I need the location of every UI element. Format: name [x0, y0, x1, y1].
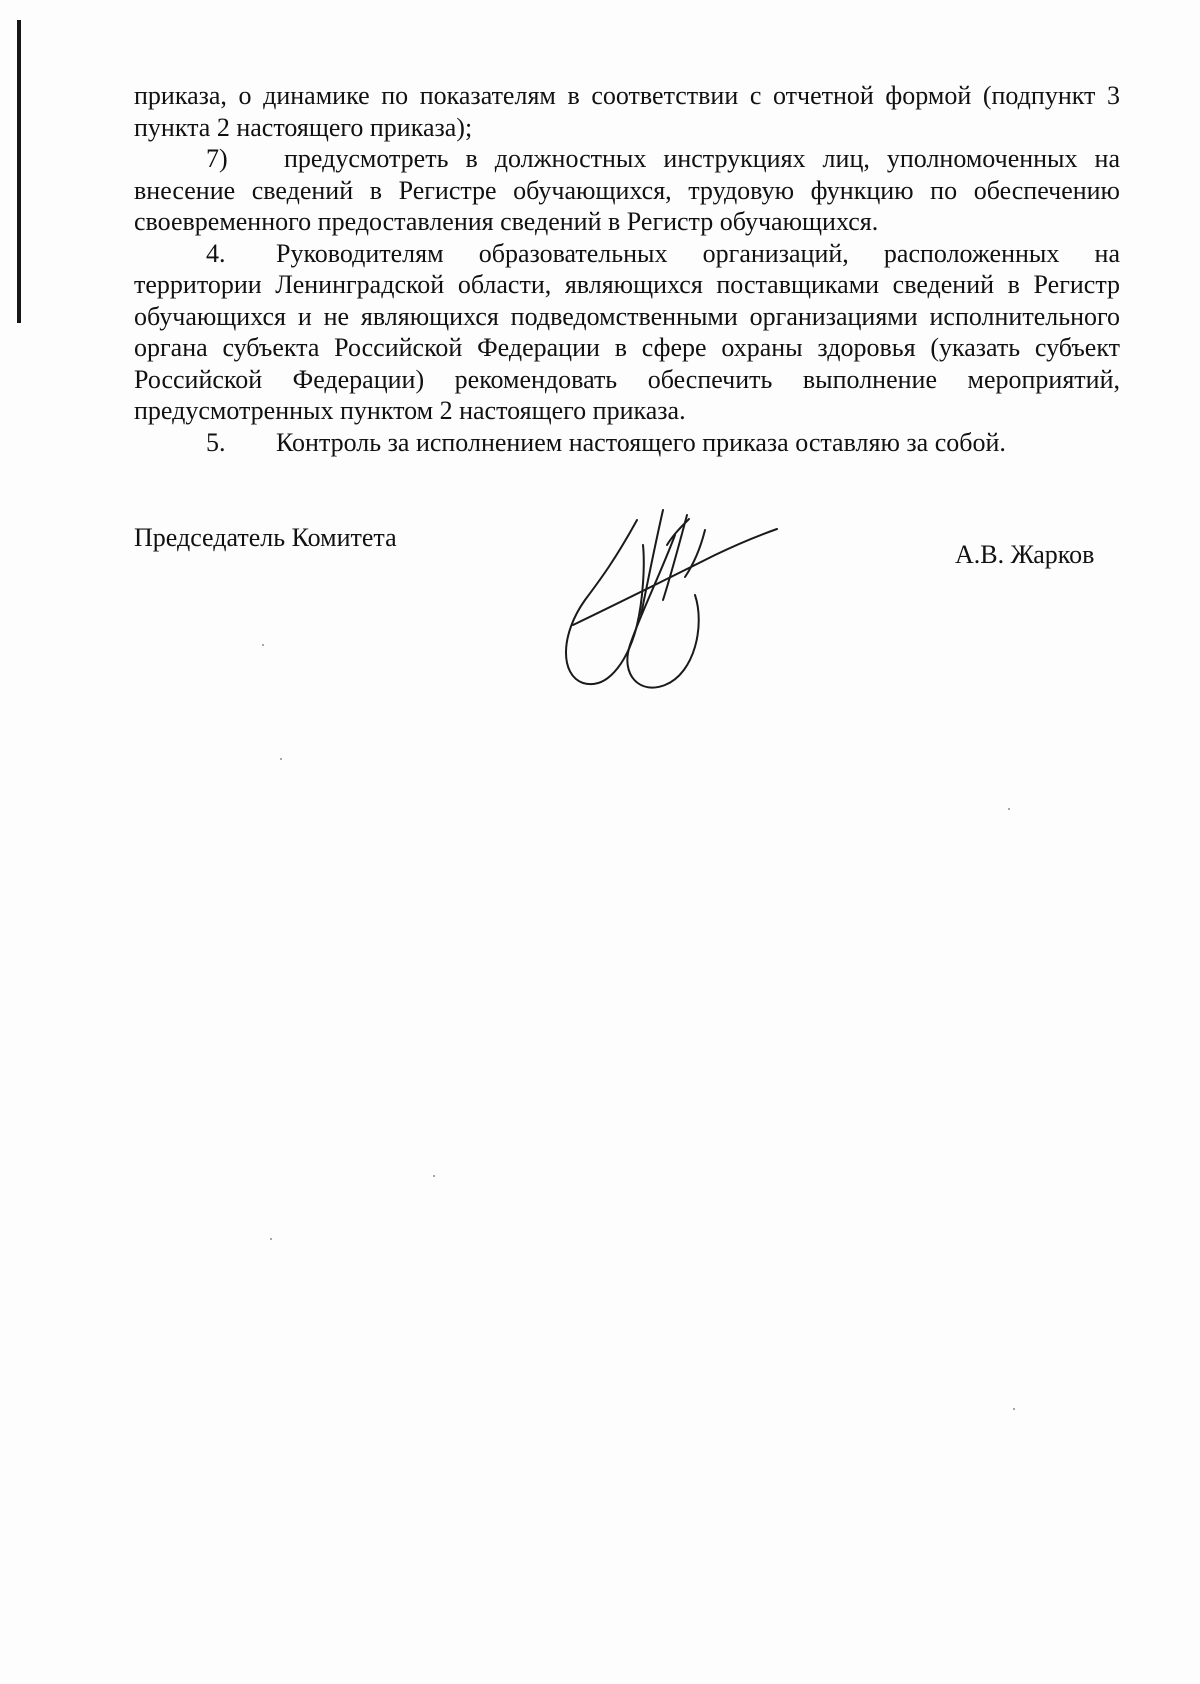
paragraph-number: 4.: [206, 238, 226, 268]
scan-speck: [433, 1175, 435, 1177]
paragraph-number: 7): [206, 144, 228, 173]
paragraph-number: 5.: [206, 427, 226, 457]
scan-speck: [280, 758, 282, 760]
scan-speck: [1008, 808, 1010, 810]
handwritten-signature-icon: [555, 505, 795, 690]
scan-speck: [262, 644, 264, 646]
scan-edge-mark: [17, 20, 21, 323]
paragraph-text: предусмотреть в должностных инструкциях лиц, уполномоченных на внесение сведений в Регистре обучающихся, трудовую функцию по обеспечению своевременного предоставления сведений в Регистр обучающихся.: [134, 144, 1120, 236]
signer-position-title: Председатель Комитета: [134, 523, 397, 552]
paragraph-item-7: [134, 143, 1120, 238]
paragraph-text: Контроль за исполнением настоящего приказа оставляю за собой.: [276, 427, 1006, 457]
scan-speck: [1013, 1408, 1015, 1410]
paragraph-continuation: [134, 80, 1120, 143]
signer-name: А.В. Жарков: [955, 540, 1095, 569]
paragraph-text: Руководителям образовательных организаций, расположенных на территории Ленинградской области, являющихся поставщиками сведений в Регистр обучающихся и не являющихся подведомственными организациями исполнительного органа субъекта Российской Федерации в сфере охраны здоровья (указать субъект Российской Федерации) рекомендовать обеспечить выполнение мероприятий, предусмотренных пунктом 2 настоящего приказа.: [134, 238, 1120, 425]
paragraph-item-4: [134, 238, 1120, 427]
paragraph-text: приказа, о динамике по показателям в соответствии с отчетной формой (подпункт 3 пункта 2 настоящего приказа);: [134, 81, 1120, 142]
paragraph-item-5: [134, 427, 1120, 459]
document-body: [134, 80, 1120, 458]
scan-speck: [270, 1238, 272, 1240]
